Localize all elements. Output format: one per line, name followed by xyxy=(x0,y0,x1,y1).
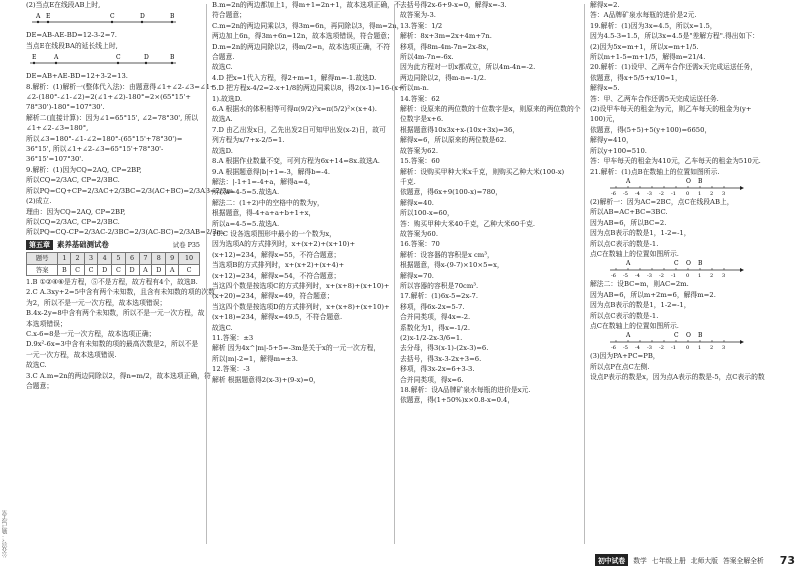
text-line: 因为AB=6，所以m+2m=6，解得m=2. xyxy=(590,290,716,299)
text-line: 解析：设容器的容积是x cm³， xyxy=(400,250,494,259)
text-line: 根据题意，得-4+a+a+b+1+x， xyxy=(212,209,316,218)
tick-label: -1 xyxy=(671,273,676,280)
tick-label: -3 xyxy=(647,190,652,197)
text-line: 故答案为62. xyxy=(400,146,438,155)
text-line: D.m=2n的两边同除以2，得m/2=n，故本选项正确，不符 xyxy=(212,42,391,51)
text-line: 根据题意得10x3x+x-(10x+3x)=36， xyxy=(400,125,520,134)
text-line: 14.答案：62 xyxy=(400,94,440,103)
text-line: 因为4.5-3=1.5，所以3x=4.5是"差解方程".得出如下： xyxy=(590,32,759,41)
text-line: C.x-6=8是一元一次方程，故本选项正确； xyxy=(26,329,156,338)
side-watermark: 公众号：勤己学堂 xyxy=(2,510,9,558)
tick-label: -1 xyxy=(671,190,676,197)
table-cell: A xyxy=(166,264,179,275)
text-line: 2.C A.3xy+2=5中含有两个未知数，且含有未知数的项的次数 xyxy=(26,288,215,297)
point-label: A xyxy=(626,177,631,185)
tick-label: -3 xyxy=(647,273,652,280)
tick-label: -6 xyxy=(611,345,616,352)
text-line: 因为点B表示的数是1，1-2=-1， xyxy=(590,301,691,310)
table-cell: D xyxy=(152,264,166,275)
table-row xyxy=(27,264,200,275)
text-line: 12.答案：-3 xyxy=(212,365,250,374)
text-line: DE=AB+AE-BD=12+3-2=13. xyxy=(26,72,128,81)
text-line: (2)因为5x=m+1，所以x=m+1/5. xyxy=(590,42,699,51)
table-cell: 1 xyxy=(58,253,71,264)
table-cell: 6 xyxy=(125,253,139,264)
point-label: C xyxy=(674,332,679,340)
tick-label: -6 xyxy=(611,273,616,280)
text-line: 当点E在线段BA的延长线上时, xyxy=(26,41,118,50)
number-line-2 xyxy=(26,51,200,71)
text-line: 所以PQ=CQ-CP=2/3AC-2/3BC=2/3(AC-BC)=2/3AB=2/3m. xyxy=(26,228,226,237)
page-number: 73 xyxy=(779,553,795,567)
table-cell: 3 xyxy=(84,253,97,264)
column-divider xyxy=(584,4,585,544)
text-line: 去分母，得3(x-1)-(2x-3)=6. xyxy=(400,344,489,353)
tick-label: 0 xyxy=(686,190,690,197)
text-line: 当选项B的方式排列时，x+(x+2)+(x+4)+ xyxy=(212,261,345,270)
answer-table xyxy=(26,252,200,276)
column-divider xyxy=(394,4,395,544)
tick-label: 1 xyxy=(698,345,702,352)
text-line: 解法：|-1+1=-4+a，解得a=4， xyxy=(212,177,315,186)
table-cell: 2 xyxy=(71,253,84,264)
text-line: 故选C. xyxy=(212,63,233,72)
table-cell: C xyxy=(84,264,97,275)
point-label: A xyxy=(36,13,41,21)
text-line: 移项，得6x-2x=5-7. xyxy=(400,302,465,311)
text-line: 去括号，得3x-3-2x+3=6. xyxy=(400,354,482,363)
point-label: O xyxy=(686,332,691,340)
text-line: 解法二：设BC=m，则AC=2m. xyxy=(590,280,689,289)
footer-edition: 北师大版 xyxy=(690,557,718,565)
text-line: (2)当点E在线段AB上时, xyxy=(26,1,101,9)
text-line: 9.A 根据题意得|b|+1=-3，解得b=-4. xyxy=(212,167,331,176)
tick-label: 3 xyxy=(722,345,726,352)
text-line: ∠1+∠2-∠3=180°, xyxy=(26,124,89,133)
text-line: 9.解析：(1)因为CQ=2AQ, CP=2BP, xyxy=(26,165,142,174)
text-line: 列方程为x/7+x-2/5=1. xyxy=(212,136,285,145)
text-line: 所以m-n. xyxy=(400,84,429,93)
text-line: 所以CQ=2/3AC, CP=2/3BC. xyxy=(26,176,120,185)
tick-label: 2 xyxy=(710,190,714,197)
text-line: 解析：设原来的两位数的十位数字是x，则原来的两位数的个 xyxy=(400,105,581,114)
text-line: 解得x=5. xyxy=(590,84,620,93)
segment-figure-2 xyxy=(26,51,200,71)
text-line: 解法二：(1+2)中的空格中的数为y， xyxy=(212,198,324,207)
text-line: 1.B ①②④⑥是方程，⑤不是方程，故方程有4个，故选B. xyxy=(26,277,198,286)
tick-label: -2 xyxy=(659,273,664,280)
text-line: 解析：设购买甲种大米x千克，则购买乙种大米(100-x) xyxy=(400,167,565,176)
text-line: 移项，得8m-4m-7n=2x-8x， xyxy=(400,42,494,51)
text-line: 所以点C表示的数是-1. xyxy=(590,239,659,248)
page-reference: 试卷 P35 xyxy=(172,240,200,249)
text-line: 19.解析：(1)因为3x=4.5，所以x=1.5， xyxy=(590,21,717,30)
point-label: O xyxy=(686,177,691,185)
point-label: D xyxy=(140,13,145,21)
text-line: 16.答案：70 xyxy=(400,240,440,249)
column-2 xyxy=(212,0,404,548)
tick-label: 0 xyxy=(686,345,690,352)
text-line: 移项，得3x-2x=6+3-3. xyxy=(400,365,475,374)
text-line: 解得y=410， xyxy=(590,136,633,145)
text-line: 20.解析：(1)设甲、乙两车合作还需x天完成运送任务， xyxy=(590,63,758,72)
text-line: 一元一次方程，故本选项错误. xyxy=(26,350,117,359)
text-line: 所以点P在点C左侧. xyxy=(590,362,650,371)
tick-label: 3 xyxy=(722,190,726,197)
point-label: B xyxy=(170,54,175,62)
text-line: (x+12)=234，解得x=55，不符合题意； xyxy=(212,250,341,259)
text-line: B.m=2n的两边都加上1，得m+1=2n+1，故本选项正确，不 xyxy=(212,1,401,9)
segment-figure-1 xyxy=(26,10,200,30)
text-line: 两边加上6n，得3m+6n=12n，故本选项错误，符合题意； xyxy=(212,32,394,41)
text-line: 当这四个数是按选项D的方式排列时，x+(x+8)+(x+10)+ xyxy=(212,302,390,311)
column-3 xyxy=(400,0,581,548)
text-line: 所以点C表示的数是-1. xyxy=(590,311,659,320)
text-line: 100)元， xyxy=(590,115,620,124)
point-label: E xyxy=(32,54,37,62)
text-line: 系数化为1，得x=-1/2. xyxy=(400,323,471,332)
point-label: O xyxy=(686,260,691,268)
text-line: 故选C. xyxy=(26,361,47,370)
point-label: A xyxy=(54,54,59,62)
text-line: 所以∠3=180°-∠1-∠2=180°-(65°15'+78°30')= xyxy=(26,134,183,143)
text-line: 依题意，得x+5/5+x/10=1， xyxy=(590,73,682,82)
text-line: 36°15'=107°30'. xyxy=(26,155,84,164)
tick-label: -5 xyxy=(623,190,628,197)
table-cell: A xyxy=(139,264,152,275)
text-line: 36°15', 所以∠1+∠2-∠3=65°15'+78°30'- xyxy=(26,145,164,154)
text-line: 所以|m|-2=1，解得m=±3. xyxy=(212,354,298,363)
text-line: 所以容器的容积是70cm³. xyxy=(400,281,479,290)
number-line-3 xyxy=(590,177,786,197)
number-line-1 xyxy=(26,10,200,30)
text-line: 设点P表示的数是x，因为点A表示的数是-5，点C表示的数 xyxy=(590,373,765,382)
text-line: 所以a=4-5=5.故选A. xyxy=(212,219,280,228)
text-line: 4.D 把x=1代入方程，得2+m=1，解得m=-1.故选D. xyxy=(212,73,377,82)
point-label: D xyxy=(144,54,149,62)
text-line: D.9x²-6x=3中含有未知数的项的最高次数是2，所以不是 xyxy=(26,340,199,349)
text-line: 点C在数轴上的位置如图所示. xyxy=(590,321,679,330)
point-label: C xyxy=(116,54,121,62)
table-cell: 5 xyxy=(112,253,125,264)
text-line: 答：甲车每天的租金为410元，乙车每天的租金为510元. xyxy=(590,157,761,166)
tick-label: -6 xyxy=(611,190,616,197)
number-axis-figure-2 xyxy=(590,259,780,279)
text-line: 为2，所以不是一元一次方程，故本选项错误； xyxy=(26,298,167,307)
text-line: 解得x=2. xyxy=(590,1,620,9)
point-label: E xyxy=(46,13,51,21)
table-cell: 10 xyxy=(179,253,200,264)
text-line: 7.D 由乙出发x日，乙先出发2日可知甲出发(x-2)日，故可 xyxy=(212,125,386,134)
text-line: 3.C A.m=2n的两边同除以2，得n=m/2，故本选项正确，符 xyxy=(26,371,211,380)
text-line: 故答案为-3. xyxy=(400,11,436,20)
tick-label: 3 xyxy=(722,273,726,280)
text-line: 因为点B表示的数是1，1-2=-1， xyxy=(590,229,691,238)
text-line: (2)解析一：因为AC=2BC，点C在线段AB上， xyxy=(590,197,734,206)
point-label: C xyxy=(674,260,679,268)
text-line: 解得x=6，所以原来的两位数是62. xyxy=(400,136,507,145)
column-divider xyxy=(206,4,207,544)
table-cell: 4 xyxy=(98,253,112,264)
text-line: C.m=2n的两边同乘以3，得3m=6n，再同除以3，得m=2n， xyxy=(212,21,404,30)
text-line: 8.A 根据作业数量不变，可列方程为6x+14=8x.故选A. xyxy=(212,157,380,166)
tick-label: -3 xyxy=(647,345,652,352)
tick-label: 0 xyxy=(686,273,690,280)
text-line: (2)成立. xyxy=(26,197,52,206)
chapter-tag: 第五章 xyxy=(26,240,53,250)
tick-label: -5 xyxy=(623,345,628,352)
text-line: 答：购买甲种大米40千克，乙种大米60千克. xyxy=(400,219,536,228)
text-line: 所以AB=AC+BC=3BC. xyxy=(590,208,668,217)
text-line: B.4x-2y=8中含有两个未知数，所以不是一元一次方程，故 xyxy=(26,309,205,318)
text-line: 故选D. xyxy=(212,146,233,155)
tick-label: 2 xyxy=(710,345,714,352)
point-label: B xyxy=(698,332,703,340)
tick-label: -2 xyxy=(659,190,664,197)
text-line: 所以100-x=60， xyxy=(400,209,454,218)
tick-label: -2 xyxy=(659,345,664,352)
text-line: 18.解析：设A品牌矿泉水每瓶的进价是x元. xyxy=(400,386,531,395)
text-line: 合并同类项，得4x=-2. xyxy=(400,313,471,322)
text-line: 解得x=40. xyxy=(400,198,434,207)
text-line: 17.解析：(1)6x-5=2x-7. xyxy=(400,292,479,301)
table-cell: D xyxy=(98,264,112,275)
text-line: 11.答案：±3 xyxy=(212,334,254,342)
text-line: (x+18)=234，解得x=49.5，不符合题意. xyxy=(212,313,343,322)
footer-grade: 七年级上册 xyxy=(651,557,686,565)
text-line: 故选C. xyxy=(212,323,233,332)
number-axis-figure-1 xyxy=(590,177,780,197)
table-cell: 答案 xyxy=(27,264,58,275)
text-line: 6.A 根据水的体积相等可得π(9/2)²x=π(5/2)²×(x+4). xyxy=(212,105,377,114)
text-line: 所以y+100=510. xyxy=(590,146,647,155)
text-line: 因为此方程对一切x都成立，所以4m-4n=-2. xyxy=(400,63,536,72)
text-line: 点C在数轴上的位置如图所示. xyxy=(590,249,679,258)
point-label: B xyxy=(698,260,703,268)
tick-label: -1 xyxy=(671,345,676,352)
table-cell: C xyxy=(179,264,200,275)
text-line: 当这四个数是按选项C的方式排列时，x+(x+8)+(x+10)+ xyxy=(212,281,390,290)
text-line: 解得x=70. xyxy=(400,271,434,280)
text-line: 因为AB=6，所以BC=2. xyxy=(590,218,667,227)
text-line: 所以CQ=2/3AC, CP=2/3BC. xyxy=(26,217,120,226)
point-label: A xyxy=(626,260,631,268)
tick-label: 2 xyxy=(710,273,714,280)
table-cell: 9 xyxy=(166,253,179,264)
text-line: 解析 因为4x^|m|-5+5=-3m是关于x的一元一次方程， xyxy=(212,344,381,353)
text-line: 故答案为60. xyxy=(400,229,438,238)
text-line: 因为选项A的方式排列时，x+(x+2)+(x+10)+ xyxy=(212,240,356,249)
text-line: 千克. xyxy=(400,177,416,186)
text-line: 解析 根据题意得2(x-3)+(9-x)=0， xyxy=(212,375,320,384)
table-cell: C xyxy=(112,264,125,275)
text-line: DE=AB-AE-BD=12-3-2=7. xyxy=(26,31,117,40)
footer-subject: 数学 xyxy=(633,557,647,565)
text-line: 所以a=4-5=5.故选A. xyxy=(212,188,280,197)
text-line: (x+20)=234，解得x=49，符合题意； xyxy=(212,292,334,301)
point-label: B xyxy=(698,177,703,185)
text-line: 合并同类项，得x=6. xyxy=(400,375,464,384)
text-line: 根据题意，得x-(9-7)×10×5=x， xyxy=(400,261,504,270)
table-cell: 8 xyxy=(152,253,166,264)
text-line: 21.解析：(1)点B在数轴上的位置如图所示. xyxy=(590,167,720,176)
text-line: (x+12)=234，解得x=54，不符合题意； xyxy=(212,271,341,280)
text-line: 解析：8x+3m=2x+4m+7n. xyxy=(400,32,492,41)
text-line: (2)x-1/2-2x-3/6=1. xyxy=(400,334,463,342)
text-line: ∠2-(180°-∠1-∠2)=2(∠1+∠2)-180°=2×(65°15'+ xyxy=(26,93,191,102)
tick-label: 1 xyxy=(698,273,702,280)
point-label: B xyxy=(170,13,175,21)
table-cell: D xyxy=(125,264,139,275)
text-line: 答：甲、乙两车合作还需5天完成运送任务. xyxy=(590,94,719,103)
text-line: 合题意； xyxy=(26,382,54,390)
text-line: 位数字是x+6. xyxy=(400,115,444,124)
text-line: (2)设甲车每天的租金为y元，则乙车每天的租金为(y+ xyxy=(590,105,752,114)
text-line: 1).故选D. xyxy=(212,94,243,103)
section-header xyxy=(26,240,200,250)
table-row xyxy=(27,253,200,264)
text-line: 两边同除以2，得m-n=-1/2. xyxy=(400,73,487,82)
text-line: 10.C 设各选项图形中最小的一个数为x， xyxy=(212,229,336,238)
text-line: (3)因为PA+PC=PB， xyxy=(590,352,660,361)
text-line: 13.答案：1/2 xyxy=(400,21,443,30)
text-line: 理由：因为CQ=2AQ, CP=2BP, xyxy=(26,207,126,216)
text-line: 符合题意； xyxy=(212,11,246,20)
text-line: 所以m+1-5=m+1/5，解得m=21/4. xyxy=(590,53,706,62)
footer-note: 答案全解全析 xyxy=(722,557,764,565)
number-line-4 xyxy=(590,259,786,279)
text-line: 解析二(直接计算)：因为∠1=65°15', ∠2=78°30', 所以 xyxy=(26,113,199,122)
page-footer xyxy=(595,552,795,568)
text-line: 依题意，得6x+9(100-x)=780， xyxy=(400,188,503,197)
section-title: 素养基础测试卷 xyxy=(57,239,109,249)
text-line: 合题意. xyxy=(212,53,235,62)
column-4 xyxy=(590,0,786,548)
point-label: C xyxy=(110,13,115,21)
text-line: 依题意，得(5+5)+5(y+100)=6650， xyxy=(590,125,712,134)
text-line: 本选项错误； xyxy=(26,319,67,328)
text-line: 8.解析：(1)解析一(整体代入法)：由题意得∠1+∠2-∠3=∠1+ xyxy=(26,82,216,91)
number-axis-figure-3 xyxy=(590,331,780,351)
text-line: 所以PQ=CQ+CP=2/3AC+2/3BC=2/3(AC+BC)=2/3AB=2/3m. xyxy=(26,186,236,195)
table-cell: B xyxy=(58,264,71,275)
tick-label: -4 xyxy=(635,190,640,197)
table-cell: 题号 xyxy=(27,253,58,264)
tick-label: 1 xyxy=(698,190,702,197)
table-cell: C xyxy=(71,264,84,275)
number-line-5 xyxy=(590,331,786,351)
tick-label: -4 xyxy=(635,273,640,280)
text-line: 78°30')-180°=107°30'. xyxy=(26,103,105,112)
brand-badge: 初中试卷 xyxy=(595,554,628,566)
text-line: 15.答案：60 xyxy=(400,157,440,166)
tick-label: -5 xyxy=(623,273,628,280)
text-line: 答：A品牌矿泉水每瓶的进价是2元. xyxy=(590,11,697,20)
table-cell: 7 xyxy=(139,253,152,264)
text-line: 所以4m-7n=-6x. xyxy=(400,53,454,62)
text-line: 故选A. xyxy=(212,115,233,124)
text-line: 5.D 把方程x-4/2=2-x+1/8的两边同乘以8，得2(x-1)=16-(x+ xyxy=(212,84,404,93)
point-label: A xyxy=(626,332,631,340)
text-line: 去括号得2x-6+9-x=0，解得x=-3. xyxy=(400,1,507,9)
tick-label: -4 xyxy=(635,345,640,352)
text-line: 依题意，得(1+50%)x×0.8-x=0.4， xyxy=(400,396,515,405)
